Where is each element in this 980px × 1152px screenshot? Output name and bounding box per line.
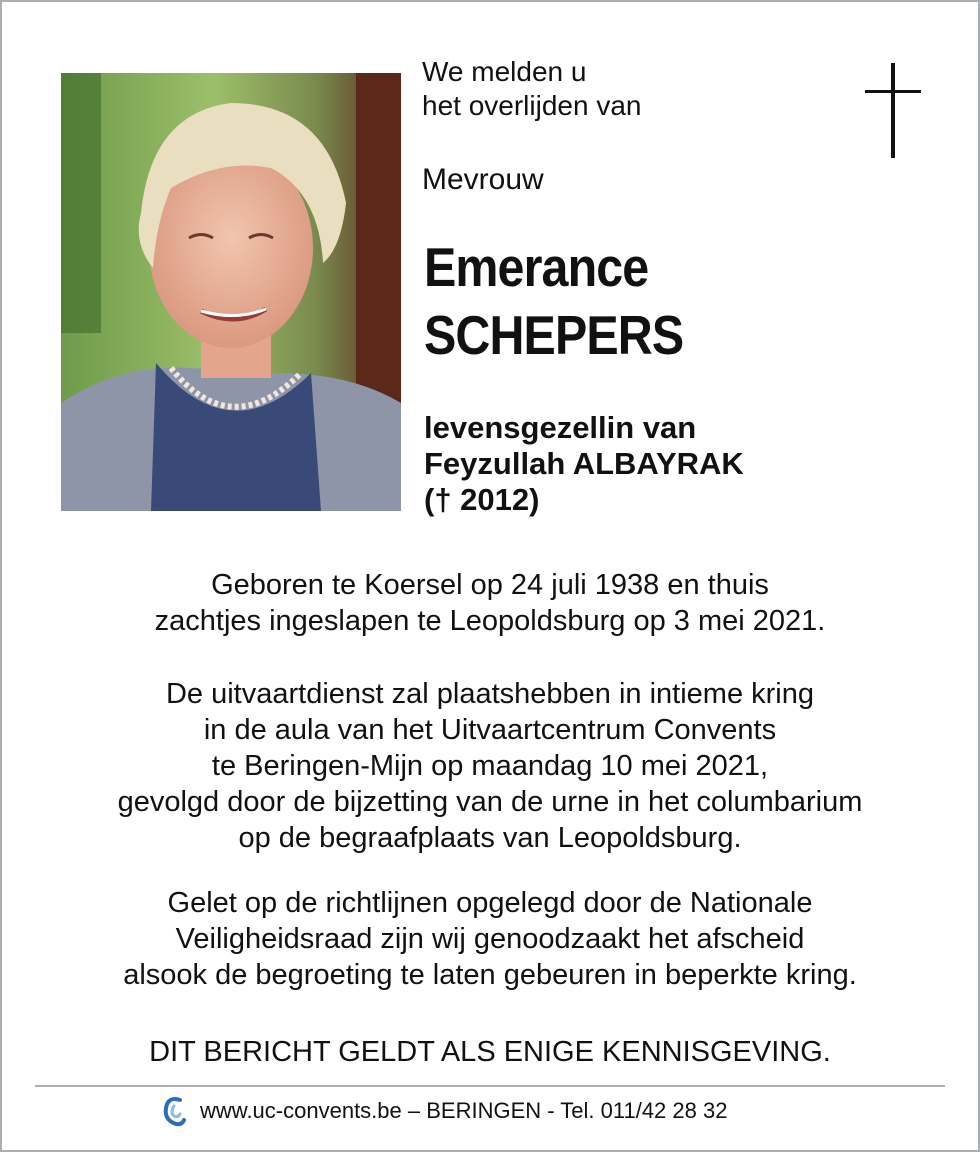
footer-contact: www.uc-convents.be – BERINGEN - Tel. 011/42 28 32 — [200, 1098, 728, 1123]
funeral-line-4: gevolgd door de bijzetting van de urne in het columbarium — [117, 786, 863, 818]
deceased-last-name: SCHEPERS — [424, 304, 684, 366]
partner-line-3: († 2012) — [424, 482, 540, 517]
funeral-line-1: De uitvaartdienst zal plaatshebben in intieme kring — [165, 678, 815, 710]
funeral-paragraph — [40, 676, 940, 856]
funeral-line-3: te Beringen-Mijn op maandag 10 mei 2021, — [211, 750, 769, 782]
covid-line-3: alsook de begroeting te laten gebeuren in beperkte kring. — [123, 959, 857, 991]
honorific: Mevrouw — [422, 163, 544, 196]
funeral-line-2: in de aula van het Uitvaartcentrum Convents — [203, 714, 777, 746]
partner-line-1: levensgezellin van — [424, 410, 697, 445]
partner-line-2: Feyzullah ALBAYRAK — [424, 446, 744, 481]
covid-line-1: Gelet op de richtlijnen opgelegd door de Nationale — [167, 887, 813, 919]
convents-logo-icon — [160, 1094, 188, 1128]
footer-divider — [35, 1085, 945, 1087]
cross-icon — [865, 63, 921, 158]
deceased-first-name: Emerance — [424, 236, 649, 298]
partner-block — [424, 410, 744, 518]
funeral-line-5: op de begraafplaats van Leopoldsburg. — [238, 822, 742, 854]
intro-line-2: het overlijden van — [422, 90, 642, 121]
covid-line-2: Veiligheidsraad zijn wij genoodzaakt het afscheid — [175, 923, 805, 955]
sole-notice: DIT BERICHT GELDT ALS ENIGE KENNISGEVING. — [149, 1036, 831, 1068]
deceased-name — [424, 233, 683, 369]
portrait-photo — [61, 73, 401, 511]
intro-line-1: We melden u — [422, 56, 587, 87]
footer — [160, 1093, 727, 1129]
announcement-intro — [422, 55, 641, 123]
birth-death-paragraph — [40, 567, 940, 639]
birth-line: Geboren te Koersel op 24 juli 1938 en thuis — [211, 569, 769, 601]
death-line: zachtjes ingeslapen te Leopoldsburg op 3 mei 2021. — [154, 605, 826, 637]
covid-paragraph — [40, 885, 940, 993]
